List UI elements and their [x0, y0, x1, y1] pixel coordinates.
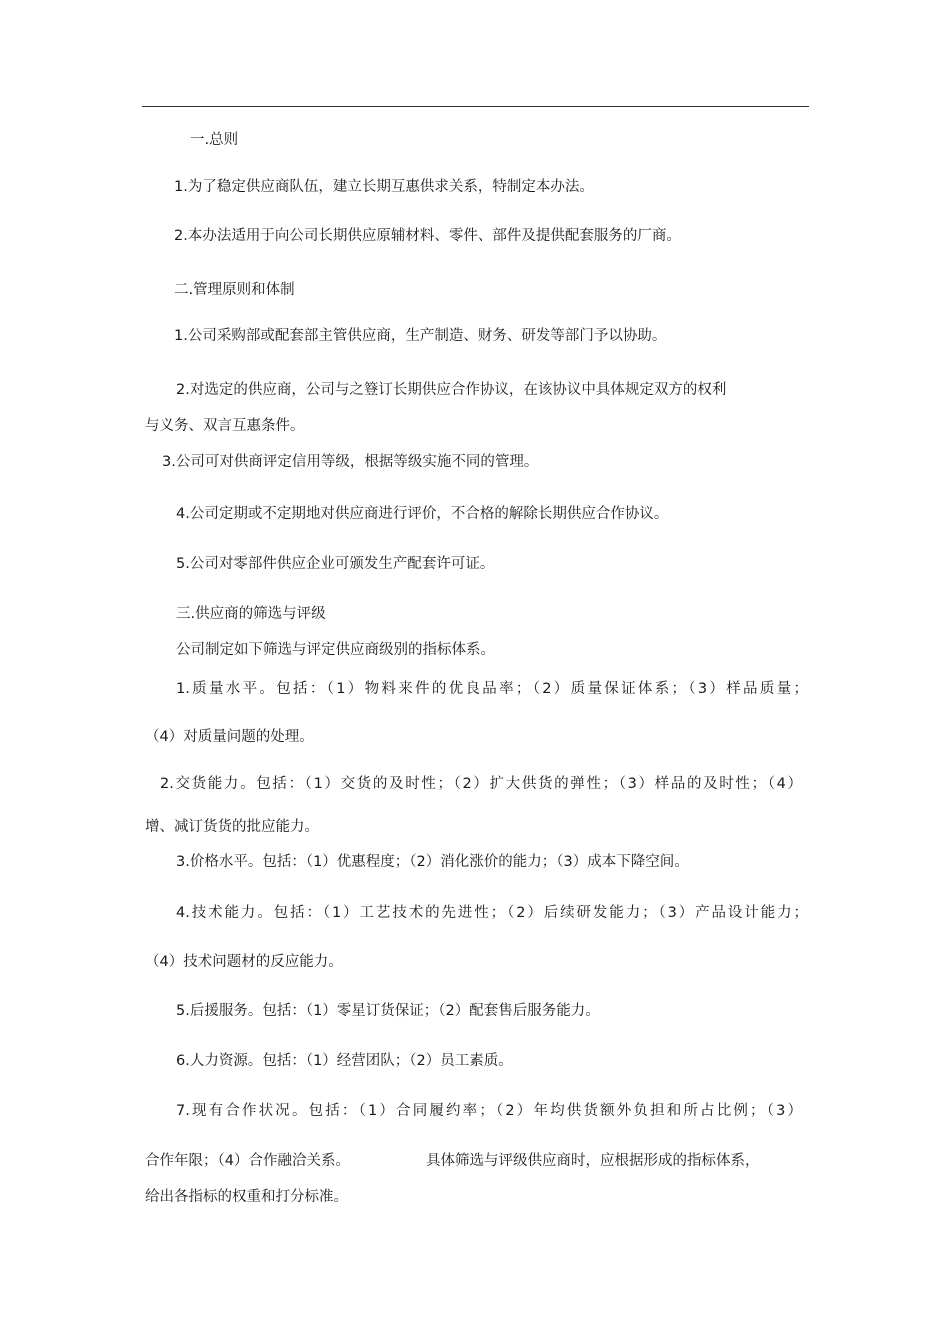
- section-3-item-7: 7.现有合作状况。包括：（1）合同履约率；（2）年均供货额外负担和所占比例；（3）: [176, 1103, 802, 1119]
- section-2-item-4: 4.公司定期或不定期地对供应商进行评价，不合格的解除长期供应合作协议。: [176, 506, 669, 522]
- section-2-item-2-cont: 与义务、双言互惠条件。: [145, 418, 305, 434]
- section-3-item-4-cont: （4）技术问题材的反应能力。: [145, 954, 343, 970]
- section-2-item-2: 2.对选定的供应商，公司与之簦订长期供应合作协议，在该协议中具体规定双方的权利: [176, 382, 727, 398]
- section-2-item-3: 3.公司可对供商评定信用等级，根据等级实施不同的管理。: [162, 454, 539, 470]
- section-3-summary: 具体筛选与评级供应商时，应根据形成的指标体系，: [426, 1153, 760, 1169]
- section-2-item-5: 5.公司对零部件供应企业可颁发生产配套许可证。: [176, 556, 495, 572]
- section-2-item-1: 1.公司采购部或配套部主管供应商，生产制造、财务、研发等部门予以协助。: [174, 328, 667, 344]
- section-3-item-4: 4.技术能力。包括：（1）工艺技术的先进性；（2）后续研发能力；（3）产品设计能力；: [176, 905, 808, 921]
- section-1-item-1: 1.为了稳定供应商队伍，建立长期互惠供求关系，特制定本办法。: [174, 179, 594, 195]
- section-3-item-2: 2.交货能力。包括：（1）交货的及时性；（2）扩大供货的弹性；（3）样品的及时性；（4）: [160, 776, 802, 792]
- section-3-item-2-cont: 增、减订货货的批应能力。: [145, 819, 319, 835]
- header-rule: [142, 106, 809, 107]
- section-3-intro: 公司制定如下筛选与评定供应商级别的指标体系。: [176, 642, 495, 658]
- section-3-item-3: 3.价格水平。包括：（1）优惠程度；（2）消化涨价的能力；（3）成本下降空间。: [176, 854, 689, 870]
- section-3-item-7-cont: 合作年限；（4）合作融洽关系。: [145, 1153, 350, 1169]
- section-3-item-1-cont: （4）对质量问题的处理。: [145, 729, 314, 745]
- section-1-item-2: 2.本办法适用于向公司长期供应原辅材料、零件、部件及提供配套服务的厂商。: [174, 228, 681, 244]
- section-3-item-5: 5.后援服务。包括：（1）零星订货保证；（2）配套售后服务能力。: [176, 1003, 600, 1019]
- section-3-item-6: 6.人力资源。包括：（1）经营团队；（2）员工素质。: [176, 1053, 513, 1069]
- section-3-heading: 三.供应商的筛选与评级: [176, 606, 326, 622]
- section-3-item-1: 1.质量水平。包括：（1）物料来件的优良品率；（2）质量保证体系；（3）样品质量；: [176, 681, 808, 697]
- section-1-heading: 一.总则: [190, 132, 239, 148]
- section-2-heading: 二.管理原则和体制: [174, 282, 295, 298]
- section-3-summary-cont: 给出各指标的权重和打分标准。: [145, 1189, 348, 1205]
